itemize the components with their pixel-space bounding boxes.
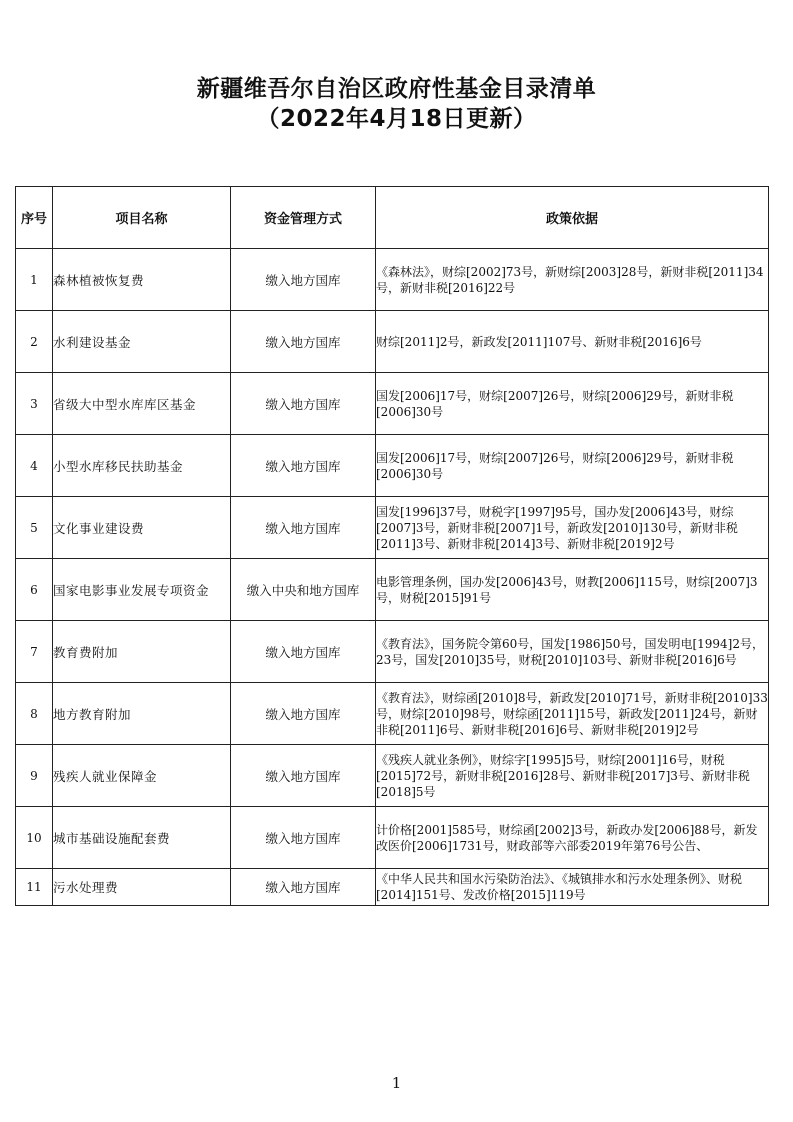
row-method: 缴入地方国库 [231, 435, 376, 497]
row-name: 森林植被恢复费 [53, 249, 231, 311]
table-row [16, 373, 769, 435]
row-name: 污水处理费 [53, 869, 231, 906]
document-title: 新疆维吾尔自治区政府性基金目录清单 [196, 76, 597, 102]
row-basis: 《残疾人就业条例》，财综字[1995]5号，财综[2001]16号，财税[2015]72号，新财非税[2016]28号、新财非税[2017]3号、新财非税[2018]5号 [376, 745, 769, 807]
header-seq: 序号 [16, 187, 53, 249]
row-basis: 《教育法》，国务院令第60号，国发[1986]50号，国发明电[1994]2号，23号，国发[2010]35号，财税[2010]103号、新财非税[2016]6号 [376, 621, 769, 683]
row-basis: 《中华人民共和国水污染防治法》、《城镇排水和污水处理条例》、财税[2014]151号、发改价格[2015]119号 [376, 869, 769, 906]
table-row [16, 559, 769, 621]
row-basis: 电影管理条例，国办发[2006]43号，财教[2006]115号，财综[2007]3号，财税[2015]91号 [376, 559, 769, 621]
row-name: 省级大中型水库库区基金 [53, 373, 231, 435]
table-row [16, 683, 769, 745]
row-seq: 2 [16, 311, 53, 373]
row-seq: 8 [16, 683, 53, 745]
table-row [16, 497, 769, 559]
row-name: 残疾人就业保障金 [53, 745, 231, 807]
row-method: 缴入地方国库 [231, 311, 376, 373]
table-row [16, 745, 769, 807]
row-seq: 3 [16, 373, 53, 435]
row-seq: 9 [16, 745, 53, 807]
table-row [16, 435, 769, 497]
header-method: 资金管理方式 [231, 187, 376, 249]
row-basis: 财综[2011]2号，新政发[2011]107号、新财非税[2016]6号 [376, 311, 769, 373]
row-basis: 《教育法》，财综函[2010]8号，新政发[2010]71号，新财非税[2010]33号，财综[2010]98号，财综函[2011]15号，新政发[2011]24号，新财非税[2011]6号、新财非税[2016]6号、新财非税[2019]2号 [376, 683, 769, 745]
row-method: 缴入地方国库 [231, 497, 376, 559]
document-subtitle-date: （2022年4月18日更新） [256, 106, 537, 132]
table-row [16, 621, 769, 683]
row-name: 小型水库移民扶助基金 [53, 435, 231, 497]
row-seq: 6 [16, 559, 53, 621]
row-method: 缴入地方国库 [231, 869, 376, 906]
row-seq: 4 [16, 435, 53, 497]
row-method: 缴入地方国库 [231, 683, 376, 745]
header-basis: 政策依据 [376, 187, 769, 249]
row-seq: 1 [16, 249, 53, 311]
row-seq: 11 [16, 869, 53, 906]
header-name: 项目名称 [53, 187, 231, 249]
row-method: 缴入地方国库 [231, 621, 376, 683]
row-basis: 计价格[2001]585号，财综函[2002]3号，新政办发[2006]88号，新发改医价[2006]1731号，财政部等六部委2019年第76号公告、 [376, 807, 769, 869]
fund-catalog-table [15, 186, 769, 906]
row-method: 缴入地方国库 [231, 745, 376, 807]
row-basis: 《森林法》，财综[2002]73号，新财综[2003]28号，新财非税[2011]34号，新财非税[2016]22号 [376, 249, 769, 311]
row-seq: 5 [16, 497, 53, 559]
row-method: 缴入地方国库 [231, 807, 376, 869]
row-name: 教育费附加 [53, 621, 231, 683]
row-name: 城市基础设施配套费 [53, 807, 231, 869]
row-name: 水利建设基金 [53, 311, 231, 373]
table-row [16, 311, 769, 373]
row-method: 缴入中央和地方国库 [231, 559, 376, 621]
row-seq: 10 [16, 807, 53, 869]
table-row [16, 249, 769, 311]
page-number: 1 [391, 1074, 402, 1092]
table-row [16, 869, 769, 906]
row-name: 文化事业建设费 [53, 497, 231, 559]
row-basis: 国发[1996]37号，财税字[1997]95号，国办发[2006]43号，财综[2007]3号，新财非税[2007]1号，新政发[2010]130号，新财非税[2011]3号、新财非税[2014]3号、新财非税[2019]2号 [376, 497, 769, 559]
row-basis: 国发[2006]17号，财综[2007]26号，财综[2006]29号，新财非税[2006]30号 [376, 373, 769, 435]
row-name: 地方教育附加 [53, 683, 231, 745]
row-name: 国家电影事业发展专项资金 [53, 559, 231, 621]
row-method: 缴入地方国库 [231, 373, 376, 435]
row-seq: 7 [16, 621, 53, 683]
row-method: 缴入地方国库 [231, 249, 376, 311]
table-row [16, 807, 769, 869]
row-basis: 国发[2006]17号，财综[2007]26号，财综[2006]29号，新财非税[2006]30号 [376, 435, 769, 497]
table-header-row [16, 187, 769, 249]
